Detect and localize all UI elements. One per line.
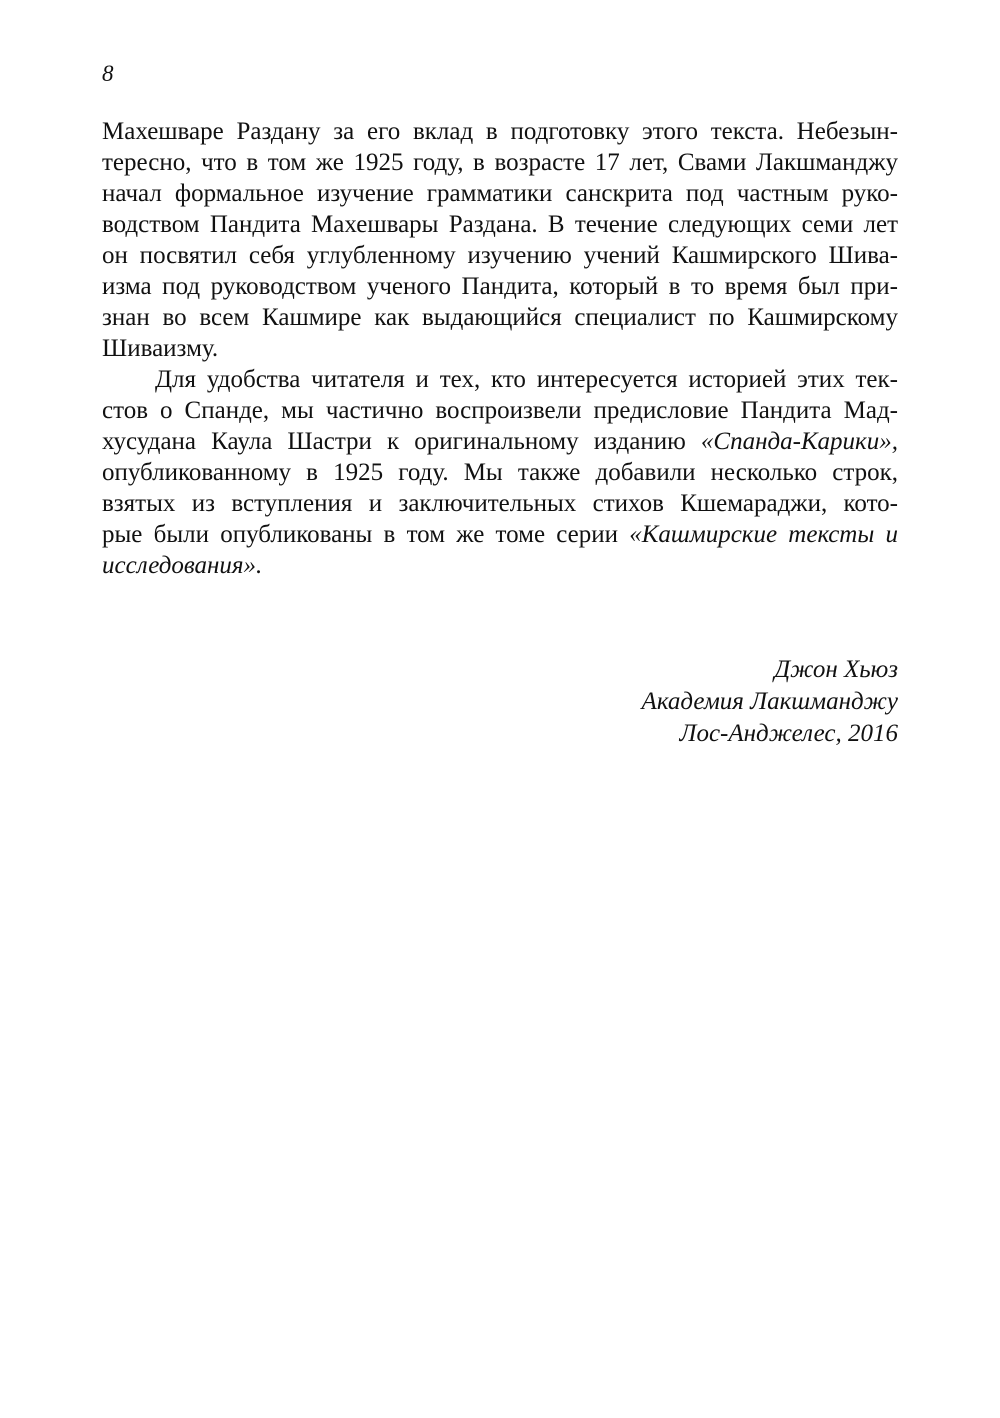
page-number: 8 bbox=[102, 61, 114, 86]
paragraph-2-line-6 bbox=[102, 519, 898, 550]
paragraph-2-line-3 bbox=[102, 426, 898, 457]
signature-block bbox=[642, 654, 898, 750]
body-text bbox=[102, 116, 898, 581]
paragraph-2-line-6-text: рые были опубликованы в том же томе серии bbox=[102, 521, 619, 548]
paragraph-1-line-5: он посвятил себя углубленному изучению учений Кашмирского Шива- bbox=[102, 242, 898, 269]
paragraph-1-line-6: изма под руководством ученого Пандита, который в то время был при- bbox=[102, 273, 898, 300]
paragraph-1-line-4: водством Пандита Махешвары Раздана. В течение следующих семи лет bbox=[102, 211, 898, 238]
paragraph-1-line-8: Шиваизму. bbox=[102, 335, 219, 362]
paragraph-2 bbox=[102, 364, 898, 581]
signature-place-year: Лос-Анджелес, 2016 bbox=[679, 720, 898, 747]
spanda-karika-title: «Спанда-Карики», bbox=[700, 428, 899, 455]
paragraph-1-line-7: знан во всем Кашмире как выдающийся специалист по Кашмирскому bbox=[102, 304, 898, 331]
series-title-part-1: «Кашмирские тексты и bbox=[629, 521, 899, 548]
paragraph-1-line-2: тересно, что в том же 1925 году, в возрасте 17 лет, Свами Лакшманджу bbox=[102, 149, 898, 176]
paragraph-1-line-3: начал формальное изучение грамматики санскрита под частным руко- bbox=[102, 180, 898, 207]
paragraph-2-line-4: опубликованному в 1925 году. Мы также добавили несколько строк, bbox=[102, 459, 898, 486]
paragraph-2-line-5: взятых из вступления и заключительных стихов Кшемараджи, кото- bbox=[102, 490, 898, 517]
series-title-part-2: исследования». bbox=[102, 552, 263, 579]
signature-organization: Академия Лакшманджу bbox=[641, 688, 898, 715]
paragraph-2-line-3-text: хусудана Каула Шастри к оригинальному изданию bbox=[102, 428, 686, 455]
paragraph-1 bbox=[102, 116, 898, 364]
paragraph-2-line-1: Для удобства читателя и тех, кто интересуется историей этих тек- bbox=[155, 366, 898, 393]
signature-name: Джон Хьюз bbox=[774, 656, 898, 683]
paragraph-2-line-2: стов о Спанде, мы частично воспроизвели предисловие Пандита Мад- bbox=[102, 397, 898, 424]
paragraph-1-line-1: Махешваре Раздану за его вклад в подготовку этого текста. Небезын- bbox=[102, 118, 898, 145]
